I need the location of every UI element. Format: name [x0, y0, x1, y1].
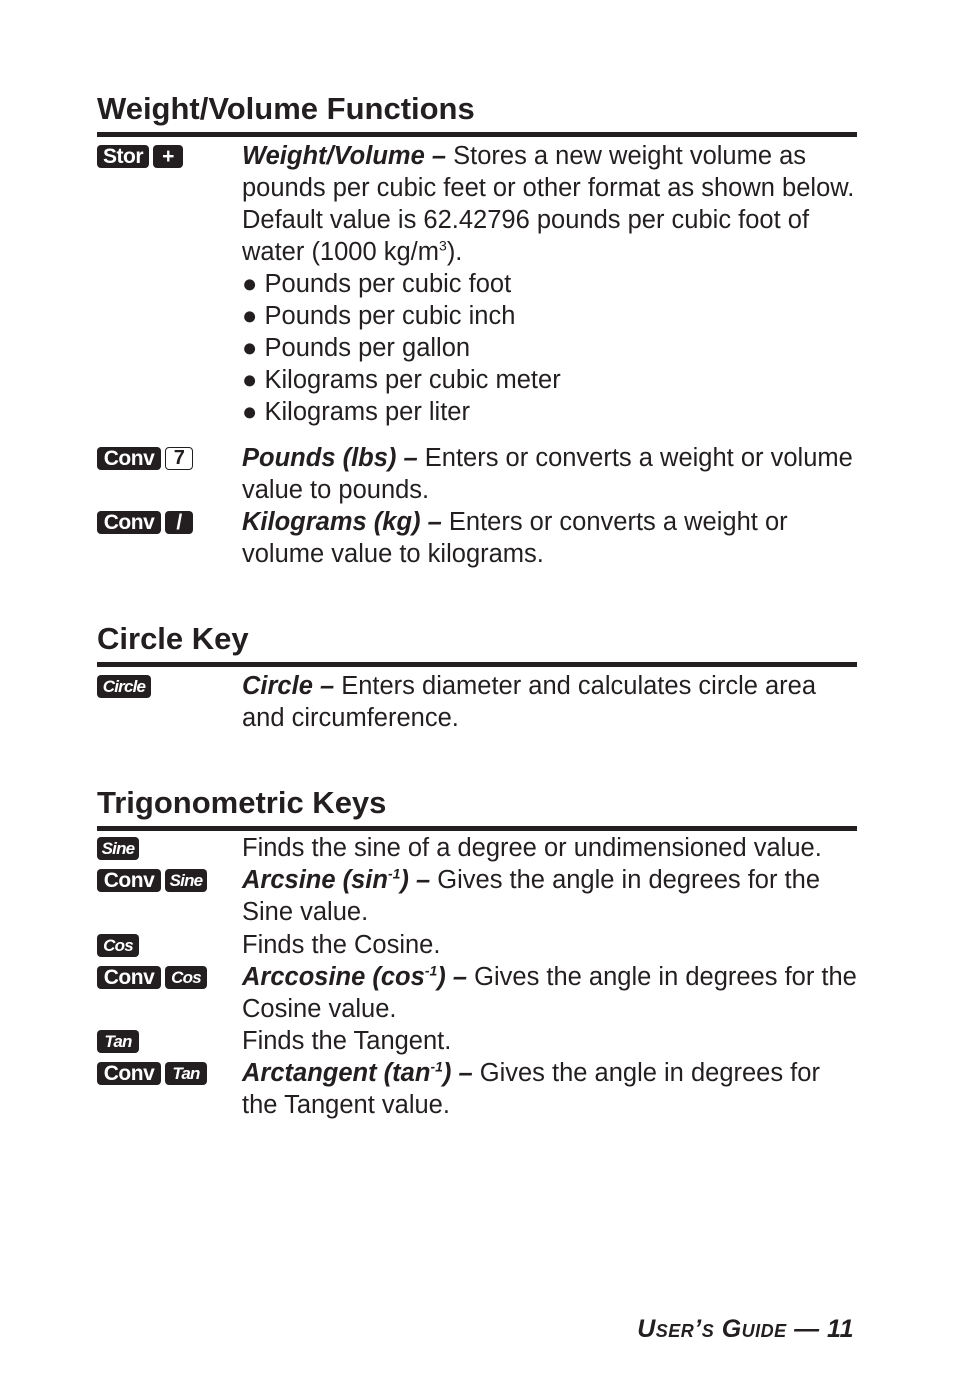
description-text: Enters diameter and calculates circle area and circumference. [242, 672, 817, 732]
superscript: -1 [430, 1058, 443, 1075]
arccosine-description [242, 961, 862, 1025]
weight-volume-section [97, 91, 857, 568]
trigonometric-keys-section [97, 785, 857, 1119]
circle-key-section [97, 621, 857, 732]
term-end: ) – [400, 866, 431, 894]
description-text: Gives the angle in degrees for the Tangent value. [242, 1059, 820, 1119]
arcsine-description [242, 864, 862, 928]
divide-key: / [165, 511, 193, 534]
list-item: ● Kilograms per liter [242, 396, 862, 428]
list-item: ● Pounds per gallon [242, 332, 862, 364]
tan-key: Tan [97, 1030, 139, 1053]
description-text: Finds the Tangent. [242, 1027, 452, 1055]
section-heading: Weight/Volume Functions [97, 92, 857, 137]
list-item: ● Pounds per cubic foot [242, 268, 862, 300]
superscript: 3 [439, 237, 447, 254]
description-text-end: ). [446, 238, 463, 266]
description-text: Enters or converts a weight or volume value to pounds. [242, 444, 853, 504]
circle-key: Circle [97, 675, 151, 698]
conv-key: Conv [97, 1062, 161, 1085]
format-list [242, 268, 862, 428]
arctangent-description [242, 1057, 862, 1121]
plus-key: + [153, 145, 183, 168]
term-end: ) – [437, 963, 468, 991]
description-text: Gives the angle in degrees for the Sine value. [242, 866, 821, 926]
key-combo [97, 145, 183, 168]
kilograms-description [242, 506, 862, 570]
key-combo [97, 837, 139, 860]
conv-key: Conv [97, 511, 161, 534]
stor-key: Stor [97, 145, 149, 168]
key-combo [97, 447, 193, 470]
section-heading: Circle Key [97, 622, 857, 667]
list-item: ● Pounds per cubic inch [242, 300, 862, 332]
key-combo [97, 1062, 207, 1085]
term: Weight/Volume – [242, 142, 447, 170]
circle-description [242, 670, 862, 734]
cos-key: Cos [97, 934, 139, 957]
tan-description [242, 1025, 862, 1057]
sine-description [242, 832, 862, 864]
key-combo [97, 511, 193, 534]
description-text: Finds the Cosine. [242, 931, 441, 959]
sine-key: Sine [165, 869, 207, 892]
sine-key: Sine [97, 837, 139, 860]
description-text: Enters or converts a weight or volume value to kilograms. [242, 508, 788, 568]
conv-key: Conv [97, 966, 161, 989]
description-text: Gives the angle in degrees for the Cosine value. [242, 963, 857, 1023]
tan-key: Tan [165, 1062, 207, 1085]
conv-key: Conv [97, 447, 161, 470]
superscript: -1 [387, 865, 401, 882]
term-text: Arccosine (cos [242, 963, 425, 991]
conv-key: Conv [97, 869, 161, 892]
superscript: -1 [424, 962, 438, 979]
key-combo [97, 934, 139, 957]
section-heading: Trigonometric Keys [97, 786, 857, 831]
term [242, 866, 430, 894]
term [242, 1059, 473, 1087]
term-text: Arctangent (tan [242, 1059, 431, 1087]
term [242, 963, 467, 991]
page-footer [637, 1315, 854, 1344]
key-combo [97, 675, 151, 698]
term: Pounds (lbs) – [242, 444, 418, 472]
term: Circle – [242, 672, 335, 700]
key-combo [97, 1030, 139, 1053]
cos-description [242, 929, 862, 961]
description-text: Stores a new weight volume as pounds per cubic feet or other format as shown below. Default value is 62.42796 pounds per cubic foot of water (1000 kg/m [242, 142, 855, 266]
key-combo [97, 869, 207, 892]
list-item: ● Kilograms per cubic meter [242, 364, 862, 396]
description-text: Finds the sine of a degree or undimensioned value. [242, 834, 822, 862]
footer-label: User’s Guide — 11 [637, 1315, 854, 1343]
pounds-description [242, 442, 862, 506]
weight-volume-description [242, 140, 862, 428]
seven-key: 7 [165, 447, 193, 470]
term-text: Arcsine (sin [242, 866, 388, 894]
term: Kilograms (kg) – [242, 508, 442, 536]
key-combo [97, 966, 207, 989]
term-end: ) – [442, 1059, 473, 1087]
cos-key: Cos [165, 966, 207, 989]
